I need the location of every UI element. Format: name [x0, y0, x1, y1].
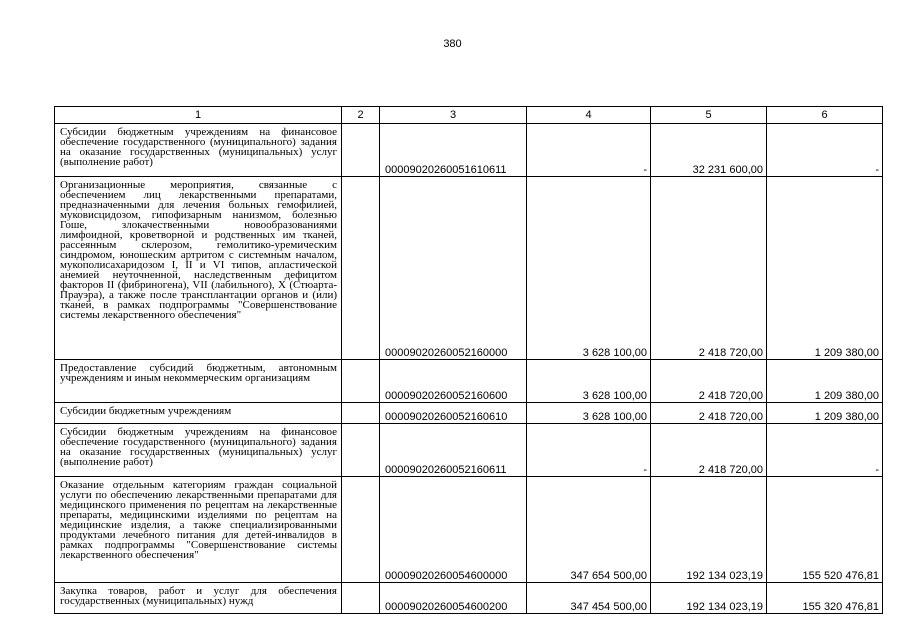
table-row — [55, 403, 883, 424]
row-description: Оказание отдельным категориям граждан социальной услуги по обеспечению лекарственными препаратами для медицинского применения по рецептам на лекарственные препараты, медицинскими изделиями по рецептам на медицинские изделия, а также специализированными продуктами лечебного питания для детей-инвалидов в рамках подпрограммы "Совершенствование системы лекарственного обеспечения" — [55, 477, 342, 583]
table-header-row — [55, 107, 883, 124]
row-value-col6: 155 520 476,81 — [767, 477, 883, 583]
row-value-col5: 192 134 023,19 — [651, 477, 767, 583]
row-value-col5: 2 418 720,00 — [651, 177, 767, 360]
column-header: 3 — [380, 107, 527, 124]
row-value-col4: - — [527, 124, 651, 177]
row-col2 — [342, 124, 380, 177]
row-col2 — [342, 424, 380, 477]
row-code: 00009020260052160600 — [380, 360, 527, 403]
row-value-col6: 1 209 380,00 — [767, 403, 883, 424]
row-value-col5: 2 418 720,00 — [651, 403, 767, 424]
row-code: 00009020260051610611 — [380, 124, 527, 177]
row-description: Организационные мероприятия, связанные с обеспечением лиц лекарственными препаратами, предназначенными для лечения больных гемофилией, муковисцидозом, гипофизарным нанизмом, болезнью Гоше, злокачественными новообразованиями лимфоидной, кроветворной и родственных им тканей, рассеянным склерозом, гемолитико-уремическим синдромом, юношеским артритом с системным началом, мукополисахаридозом I, II и VI типов, апластической анемией неуточненной, наследственным дефицитом факторов II (фибриногена), VII (лабильного), X (Стюарта-Прауэра), а также после трансплантации органов и (или) тканей, в рамках подпрограммы "Совершенствование системы лекарственного обеспечения" — [55, 177, 342, 360]
row-col2 — [342, 477, 380, 583]
row-code: 00009020260052160610 — [380, 403, 527, 424]
row-value-col5: 192 134 023,19 — [651, 583, 767, 614]
row-col2 — [342, 403, 380, 424]
row-value-col6: - — [767, 124, 883, 177]
row-description: Закупка товаров, работ и услуг для обеспечения государственных (муниципальных) нужд — [55, 583, 342, 614]
row-col2 — [342, 360, 380, 403]
row-description: Субсидии бюджетным учреждениям на финансовое обеспечение государственного (муниципального) задания на оказание государственных (муниципальных) услуг (выполнение работ) — [55, 124, 342, 177]
row-description: Субсидии бюджетным учреждениям на финансовое обеспечение государственного (муниципального) задания на оказание государственных (муниципальных) услуг (выполнение работ) — [55, 424, 342, 477]
row-value-col4: 3 628 100,00 — [527, 177, 651, 360]
row-value-col4: 347 654 500,00 — [527, 477, 651, 583]
row-value-col5: 2 418 720,00 — [651, 360, 767, 403]
table-row — [55, 477, 883, 583]
table-row — [55, 124, 883, 177]
row-value-col4: - — [527, 424, 651, 477]
row-value-col5: 32 231 600,00 — [651, 124, 767, 177]
row-code: 00009020260054600000 — [380, 477, 527, 583]
column-header: 5 — [651, 107, 767, 124]
row-value-col5: 2 418 720,00 — [651, 424, 767, 477]
row-value-col6: 1 209 380,00 — [767, 177, 883, 360]
page-number: 380 — [443, 38, 462, 50]
row-value-col4: 347 454 500,00 — [527, 583, 651, 614]
column-header: 1 — [55, 107, 342, 124]
row-value-col4: 3 628 100,00 — [527, 403, 651, 424]
table-row — [55, 177, 883, 360]
table-row — [55, 424, 883, 477]
row-code: 00009020260052160611 — [380, 424, 527, 477]
table-row — [55, 583, 883, 614]
row-col2 — [342, 177, 380, 360]
row-value-col6: - — [767, 424, 883, 477]
budget-table — [54, 106, 883, 614]
column-header: 2 — [342, 107, 380, 124]
row-value-col4: 3 628 100,00 — [527, 360, 651, 403]
row-col2 — [342, 583, 380, 614]
table-row — [55, 360, 883, 403]
row-description: Субсидии бюджетным учреждениям — [55, 403, 342, 424]
column-header: 6 — [767, 107, 883, 124]
row-code: 00009020260054600200 — [380, 583, 527, 614]
row-code: 00009020260052160000 — [380, 177, 527, 360]
row-value-col6: 155 320 476,81 — [767, 583, 883, 614]
row-description: Предоставление субсидий бюджетным, автономным учреждениям и иным некоммерческим организациям — [55, 360, 342, 403]
row-value-col6: 1 209 380,00 — [767, 360, 883, 403]
column-header: 4 — [527, 107, 651, 124]
